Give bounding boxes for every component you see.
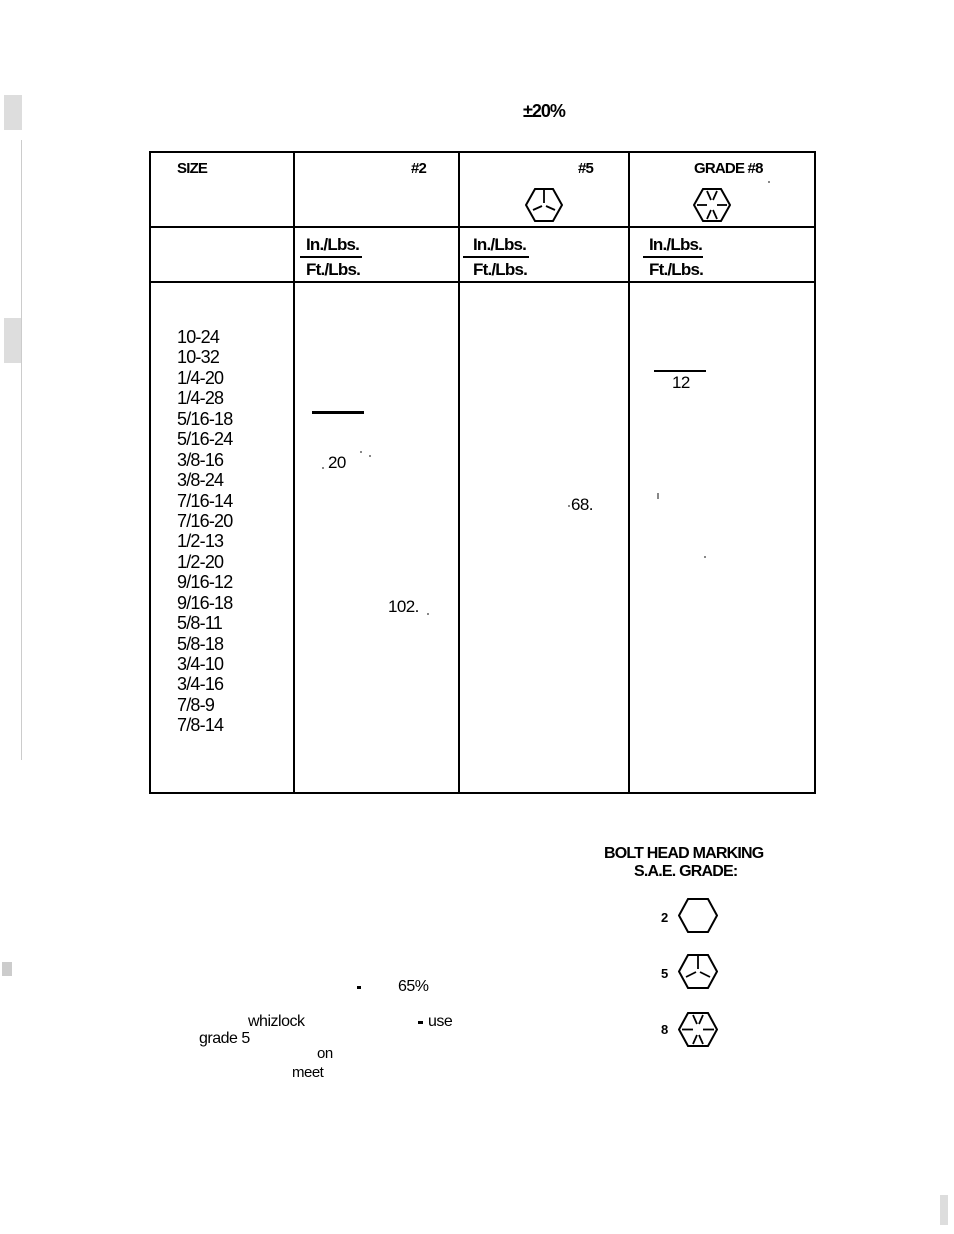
value-dash <box>312 411 364 414</box>
grade-label: 5 <box>661 966 669 981</box>
bolt-marking-subtitle: S.A.E. GRADE: <box>634 863 738 880</box>
size-cell: 3/8-16 <box>177 449 224 470</box>
unit-divider <box>643 256 703 258</box>
size-cell: 7/8-14 <box>177 715 224 736</box>
note-fragment: on <box>317 1045 333 1062</box>
size-cell: 1/4-28 <box>177 388 224 409</box>
size-cell: 10-32 <box>177 347 220 368</box>
scan-noise <box>940 1195 948 1225</box>
size-cell: 10-24 <box>177 327 220 347</box>
size-cell: 5/16-18 <box>177 408 233 429</box>
column-divider <box>458 151 460 794</box>
size-cell: 9/16-12 <box>177 572 233 593</box>
unit-inch-pounds-grade2: In./Lbs. <box>306 235 360 254</box>
size-cell: 7/8-9 <box>177 694 215 715</box>
note-fragment <box>357 986 361 989</box>
scan-speck <box>322 467 324 469</box>
hexagon-plain-icon <box>678 898 718 933</box>
grade-label: 8 <box>661 1022 669 1037</box>
size-cell: 5/8-11 <box>177 613 222 634</box>
row-divider <box>149 226 816 228</box>
scan-speck <box>568 505 570 507</box>
scan-noise <box>4 318 22 363</box>
scan-speck <box>657 493 659 499</box>
size-cell: 1/4-20 <box>177 367 224 388</box>
scan-speck <box>369 455 371 457</box>
column-header-grade2: #2 <box>411 160 427 177</box>
unit-inch-pounds-grade8: In./Lbs. <box>649 235 703 254</box>
note-fragment: 65% <box>398 978 429 995</box>
unit-inch-pounds-grade5: In./Lbs. <box>473 235 527 254</box>
note-fragment: whizlock <box>248 1013 305 1030</box>
note-fragment: meet <box>292 1064 324 1081</box>
hexagon-three-lines-icon <box>525 188 563 222</box>
unit-foot-pounds-grade8: Ft./Lbs. <box>649 260 704 279</box>
column-divider <box>628 151 630 794</box>
size-cell: 7/16-20 <box>177 510 233 531</box>
size-cell: 3/4-16 <box>177 674 224 695</box>
value-cell: 20 <box>328 453 346 472</box>
bolt-marking-title: BOLT HEAD MARKING <box>604 845 764 862</box>
scan-speck <box>360 451 362 453</box>
scan-noise <box>2 962 12 976</box>
value-cell: 102. <box>388 597 419 616</box>
hexagon-six-lines-icon <box>693 188 731 222</box>
column-header-grade5: #5 <box>578 160 594 177</box>
scan-noise <box>21 140 22 760</box>
column-divider <box>293 151 295 794</box>
grade-label: 2 <box>661 910 669 925</box>
value-cell: 12 <box>672 373 690 392</box>
size-cell: 5/16-24 <box>177 429 233 450</box>
note-fragment <box>418 1021 423 1024</box>
tolerance-label: ±20% <box>523 101 565 121</box>
unit-divider <box>463 256 529 258</box>
row-divider <box>149 281 816 283</box>
size-cell: 1/2-20 <box>177 551 224 572</box>
scan-speck <box>768 181 770 183</box>
scan-speck <box>427 613 429 615</box>
column-header-size: SIZE <box>177 160 208 177</box>
size-cell: 1/2-13 <box>177 531 224 552</box>
unit-divider <box>300 256 362 258</box>
column-header-grade8: GRADE #8 <box>694 160 763 177</box>
scan-noise <box>4 95 22 130</box>
size-cell: 3/8-24 <box>177 470 224 491</box>
unit-foot-pounds-grade2: Ft./Lbs. <box>306 260 361 279</box>
scan-speck <box>704 556 706 558</box>
hexagon-three-lines-icon <box>678 954 718 989</box>
size-cell: 7/16-14 <box>177 490 233 511</box>
hexagon-six-lines-icon <box>678 1012 718 1047</box>
value-cell: 68. <box>571 495 593 514</box>
size-cell: 3/4-10 <box>177 654 224 674</box>
unit-foot-pounds-grade5: Ft./Lbs. <box>473 260 528 279</box>
note-fragment: grade 5 <box>199 1030 250 1047</box>
size-list <box>177 327 232 736</box>
size-cell: 9/16-18 <box>177 592 233 613</box>
note-fragment: use <box>428 1013 453 1030</box>
value-dash <box>654 370 706 372</box>
size-cell: 5/8-18 <box>177 633 224 654</box>
